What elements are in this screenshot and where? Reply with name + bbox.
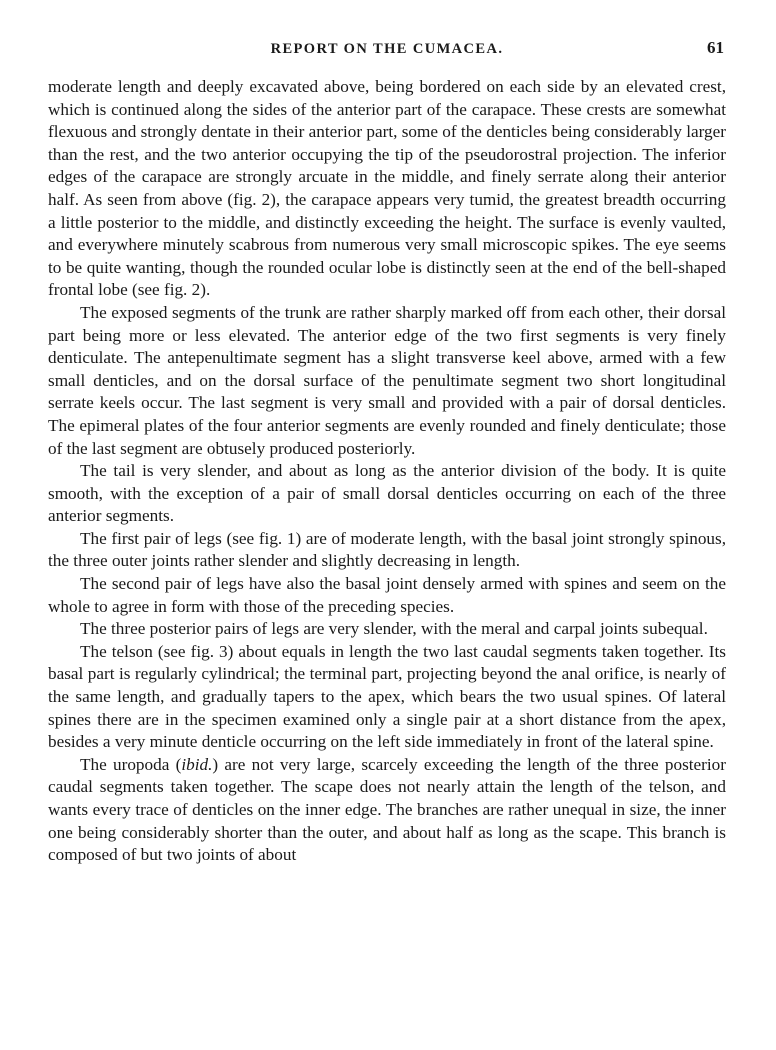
paragraph: The three posterior pairs of legs are very slender, with the meral and carpal joints subequal.: [80, 619, 708, 639]
paragraph: The exposed segments of the trunk are rather sharply marked off from each other, their dorsal part being more or less elevated. The anterior edge of the two first segments is very finely denticulate. The antepenultimate segment has a slight transverse keel above, armed with a few small denticles, and on the dorsal surface of the penultimate segment two short longitudinal serrate keels occur. The last segment is very small and provided with a pair of dorsal denticles. The epimeral plates of the four anterior segments are evenly rounded and finely denticulate; those of the last segment are obtusely produced posteriorly.: [48, 302, 726, 458]
paragraph-uropoda: [48, 754, 726, 867]
page-number: 61: [707, 38, 724, 57]
text-segment: The uropoda (: [80, 754, 182, 774]
paragraph: moderate length and deeply excavated above, being bordered on each side by an elevated crest, which is continued along the sides of the anterior part of the carapace. These crests are somewhat flexuous and strongly dentate in their anterior part, some of the denticles being considerably larger than the rest, and the two anterior occupying the tip of the pseudorostral projection. The inferior edges of the carapace are strongly arcuate in the middle, and finely serrate along their anterior half. As seen from above (fig. 2), the carapace appears very tumid, the greatest breadth occurring a little posterior to the middle, and distinctly exceeding the height. The surface is evenly vaulted, and everywhere minutely scabrous from numerous very small microscopic spikes. The eye seems to be quite wanting, though the rounded ocular lobe is distinctly seen at the end of the bell-shaped frontal lobe (see fig. 2).: [48, 77, 726, 300]
paragraph: The telson (see fig. 3) about equals in length the two last caudal segments taken together. Its basal part is regularly cylindrical; the terminal part, projecting beyond the anal orifice, is nearly of the same length, and gradually tapers to the apex, which bears the two usual spines. Of lateral spines there are in the specimen examined only a single pair at a short distance from the apex, besides a very minute denticle occurring on the left side immediately in front of the lateral spine.: [48, 641, 726, 752]
page: [48, 38, 726, 1038]
text-segment: ) are not very large, scarcely exceeding the length of the three posterior caudal segments taken together. The scape does not nearly attain the length of the telson, and wants every trace of denticles on the inner edge. The branches are rather unequal in size, the inner one being considerably shorter than the outer, and about half as long as the scape. This branch is composed of but two joints of about: [48, 754, 726, 865]
running-title: REPORT ON THE CUMACEA.: [270, 41, 504, 57]
italic-citation: ibid.: [181, 754, 213, 774]
paragraph: The second pair of legs have also the basal joint densely armed with spines and seem on the whole to agree in form with those of the preceding species.: [48, 574, 726, 616]
paragraph: The tail is very slender, and about as long as the anterior division of the body. It is quite smooth, with the exception of a pair of small dorsal denticles occurring on each of the three anterior segments.: [48, 461, 726, 526]
page-header: [48, 38, 726, 66]
body-text: [48, 76, 726, 867]
paragraph: The first pair of legs (see fig. 1) are of moderate length, with the basal joint strongly spinous, the three outer joints rather slender and slightly decreasing in length.: [48, 528, 726, 571]
